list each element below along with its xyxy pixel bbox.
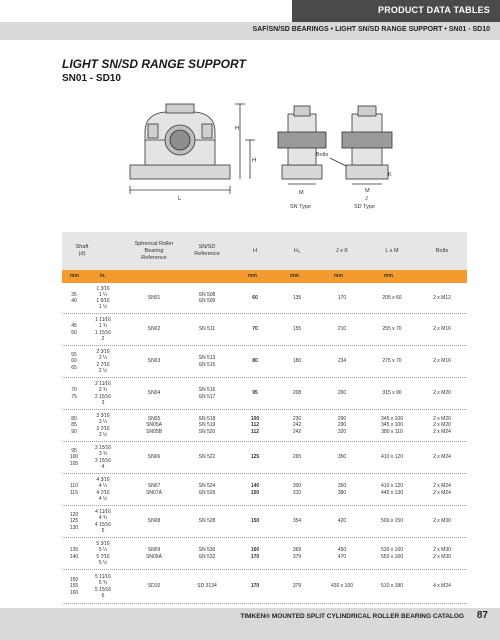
units-row [62, 270, 467, 283]
cell-bolts: 2 x M20 2 x M20 2 x M24 [433, 416, 451, 435]
unit-h-mm: mm [248, 273, 257, 279]
cell-h: 80 [252, 358, 258, 365]
cell-snsd-ref: SN 522 [198, 454, 216, 461]
cell-snsd-ref: SN 508 SN 509 [198, 291, 216, 304]
unit-lm-mm: mm [384, 273, 393, 279]
cell-bolts: 2 x M12 [433, 294, 451, 301]
cell-lm: 510 x 180 [381, 583, 403, 590]
label-bolts: Bolts [316, 152, 329, 158]
cell-shaft-mm: 55 60 65 [71, 352, 77, 371]
cell-snsd-ref: SN 516 SN 517 [198, 387, 216, 400]
cell-jk: 420 [337, 518, 347, 525]
cell-bolts: 2 x M20 [433, 390, 451, 397]
cell-h1: 379 [292, 583, 302, 590]
cell-h: 70 [252, 326, 258, 333]
table-row [62, 570, 467, 604]
side-view-sd [330, 106, 392, 184]
front-shaft [170, 130, 190, 150]
cell-snsd-ref: SN 528 [198, 518, 216, 525]
cell-bearing-ref: SN08 [147, 518, 161, 525]
cell-shaft-mm: 35 40 [71, 291, 77, 304]
bolts-leader [330, 158, 346, 166]
cell-h: 150 [250, 518, 260, 525]
header-bolts: Bolts [435, 247, 449, 254]
technical-drawing [90, 92, 400, 212]
cell-h1: 208 [292, 390, 302, 397]
cell-snsd-ref: SD 3134 [197, 583, 217, 590]
header-shaft: Shaft (d) [75, 244, 89, 257]
cell-lm: 410 x 120 445 x 130 [381, 483, 403, 496]
cell-shaft-in: 5 11⁄16 5 ¾ 5 15⁄16 6 [94, 574, 112, 599]
cell-bearing-ref: SN02 [147, 326, 161, 333]
footer-catalog: TIMKEN® MOUNTED SPLIT CYLINDRICAL ROLLER BEARING CATALOG [240, 613, 464, 620]
cell-h: 60 [252, 294, 258, 301]
cell-jk: 450 470 [337, 547, 347, 560]
cell-lm: 205 x 60 [382, 294, 402, 301]
cell-bolts: 2 x M30 [433, 518, 451, 525]
cell-jk: 350 [337, 454, 347, 461]
sn-base [282, 165, 322, 179]
cell-h1: 354 [292, 518, 302, 525]
cell-jk: 234 [337, 358, 347, 365]
cell-shaft-mm: 45 50 [71, 323, 77, 336]
cell-shaft-mm: 150 155 160 [69, 577, 79, 596]
cell-h1: 300 310 [292, 483, 302, 496]
cell-h: 95 [252, 390, 258, 397]
cell-jk: 260 [337, 390, 347, 397]
header-title: PRODUCT DATA TABLES [378, 5, 490, 15]
cell-snsd-ref: SN 511 [198, 326, 216, 333]
cell-snsd-ref: SN 530 SN 532 [198, 547, 216, 560]
page-number: 87 [476, 610, 488, 621]
cell-shaft-in: 1 11⁄16 1 ¾ 1 15⁄16 2 [94, 317, 112, 342]
cell-bolts: 2 x M30 2 x M30 [433, 547, 451, 560]
cell-lm: 345 x 100 345 x 100 380 x 110 [381, 416, 403, 435]
cell-bearing-ref: SN09 SN09A [146, 547, 162, 560]
table-header [62, 232, 467, 270]
cell-bolts: 4 x M24 [433, 583, 451, 590]
cell-h1: 180 [292, 358, 302, 365]
front-bolt-left [148, 124, 158, 138]
cell-shaft-mm: 135 140 [69, 547, 79, 560]
header-jxk: J x K [335, 247, 349, 254]
header-h1: H 1 [293, 247, 301, 254]
breadcrumb-bar [0, 22, 500, 40]
cell-shaft-in: 2 11⁄16 2 ¾ 2 15⁄16 3 [94, 381, 112, 406]
cell-h: 170 [250, 583, 260, 590]
header-snsd-ref: SN/SD Reference [194, 244, 220, 257]
cell-shaft-mm: 120 125 130 [69, 512, 79, 531]
cell-snsd-ref: SN 513 SN 515 [198, 355, 216, 368]
cell-jk: 350 380 [337, 483, 347, 496]
cell-h1: 155 [292, 326, 302, 333]
table-row [62, 346, 467, 378]
cell-shaft-mm: 70 75 [71, 387, 77, 400]
table-row [62, 378, 467, 410]
table-row [62, 474, 467, 506]
label-m: M [299, 190, 304, 196]
cell-bolts: 2 x M16 [433, 358, 451, 365]
cell-h: 140 150 [250, 483, 260, 496]
cell-jk: 430 x 100 [331, 583, 353, 590]
cell-shaft-in: 1 3⁄16 1 ¼ 1 5⁄16 1 ½ [96, 285, 110, 311]
table-row [62, 314, 467, 346]
header-lxm: L x M [385, 247, 399, 254]
cell-h1: 230 242 242 [292, 416, 302, 435]
cell-h: 125 [250, 454, 260, 461]
unit-in: in. [100, 273, 106, 279]
sd-base [346, 165, 388, 179]
section-subtitle: SN01 - SD10 [62, 73, 121, 84]
cell-bearing-ref: SN04 [147, 390, 161, 397]
label-m2: M [365, 188, 370, 194]
sn-cap [294, 106, 310, 116]
label-l: L [178, 196, 182, 202]
table-row [62, 506, 467, 538]
cell-bearing-ref: SN01 [147, 294, 161, 301]
cell-bearing-ref: SN05 SN05A SN05B [146, 416, 162, 435]
label-h: H [252, 158, 257, 164]
table-row [62, 442, 467, 474]
table-row [62, 410, 467, 442]
side-view-sn [278, 106, 329, 184]
cell-shaft-mm: 110 115 [70, 483, 78, 496]
unit-h1-mm: mm [290, 273, 299, 279]
cell-h1: 265 [292, 454, 302, 461]
cell-shaft-in: 4 11⁄16 4 ¾ 4 15⁄16 5 [94, 509, 112, 534]
cell-bolts: 2 x M16 [433, 326, 451, 333]
cell-shaft-in: 3 3⁄16 3 ¼ 3 7⁄16 3 ½ [96, 413, 110, 438]
front-cap-boss [166, 104, 194, 113]
cell-h: 100 112 112 [250, 416, 260, 435]
cell-bearing-ref: SN07 SN07A [146, 483, 162, 496]
cell-lm: 255 x 70 [382, 326, 402, 333]
cell-h1: 135 [292, 294, 302, 301]
cell-h1: 369 379 [292, 547, 302, 560]
caption-sd: SD Type [354, 204, 375, 210]
cell-lm: 500 x 150 [381, 518, 403, 525]
cell-bolts: 2 x M24 [433, 454, 451, 461]
cell-h: 160 170 [250, 547, 260, 560]
cell-bearing-ref: SN03 [147, 358, 161, 365]
cell-snsd-ref: SN 524 SN 526 [198, 483, 216, 496]
cell-shaft-in: 5 3⁄16 5 ¼ 5 7⁄16 5 ½ [96, 541, 110, 566]
cell-lm: 275 x 70 [382, 358, 402, 365]
header-spherical-ref: Spherical Roller Bearing Reference [134, 240, 174, 261]
label-k: K [388, 172, 392, 178]
cell-shaft-mm: 95 100 105 [69, 448, 79, 467]
cell-snsd-ref: SN 518 SN 519 SN 520 [198, 416, 216, 435]
cell-bearing-ref: SN06 [147, 454, 161, 461]
cell-lm: 410 x 120 [381, 454, 403, 461]
cell-shaft-mm: 80 85 90 [71, 416, 77, 435]
cell-jk: 210 [337, 326, 347, 333]
header-banner [292, 0, 500, 22]
front-base [130, 165, 230, 179]
cell-shaft-in: 3 15⁄16 3 ¾ 3 15⁄16 4 [94, 445, 112, 470]
caption-sn: SN Type [290, 204, 311, 210]
header-h1-label: H [293, 247, 298, 254]
table-row [62, 283, 467, 314]
breadcrumb: SAF/SN/SD BEARINGS • LIGHT SN/SD RANGE SUPPORT • SN01 - SD10 [252, 26, 490, 33]
label-j: J [365, 196, 368, 202]
front-view [130, 104, 255, 194]
label-h1: H [235, 126, 240, 132]
front-bolt-right [202, 124, 212, 138]
cell-bolts: 2 x M24 2 x M24 [433, 483, 451, 496]
cell-lm: 530 x 160 550 x 160 [381, 547, 403, 560]
cell-jk: 290 290 320 [337, 416, 347, 435]
section-title: LIGHT SN/SD RANGE SUPPORT [62, 57, 246, 71]
sn-shaft [278, 132, 326, 148]
cell-bearing-ref: SD10 [147, 583, 161, 590]
unit-mm: mm [70, 273, 79, 279]
sd-shaft [342, 132, 392, 148]
unit-jk-mm: mm [334, 273, 343, 279]
cell-shaft-in: 4 3⁄16 4 ¼ 4 7⁄16 4 ½ [96, 477, 110, 502]
cell-shaft-in: 2 3⁄16 2 ¼ 2 7⁄16 2 ½ [96, 349, 110, 374]
sd-cap [358, 106, 376, 116]
header-h: H [253, 247, 257, 254]
table-row [62, 538, 467, 570]
cell-lm: 315 x 90 [382, 390, 402, 397]
cell-jk: 170 [337, 294, 347, 301]
